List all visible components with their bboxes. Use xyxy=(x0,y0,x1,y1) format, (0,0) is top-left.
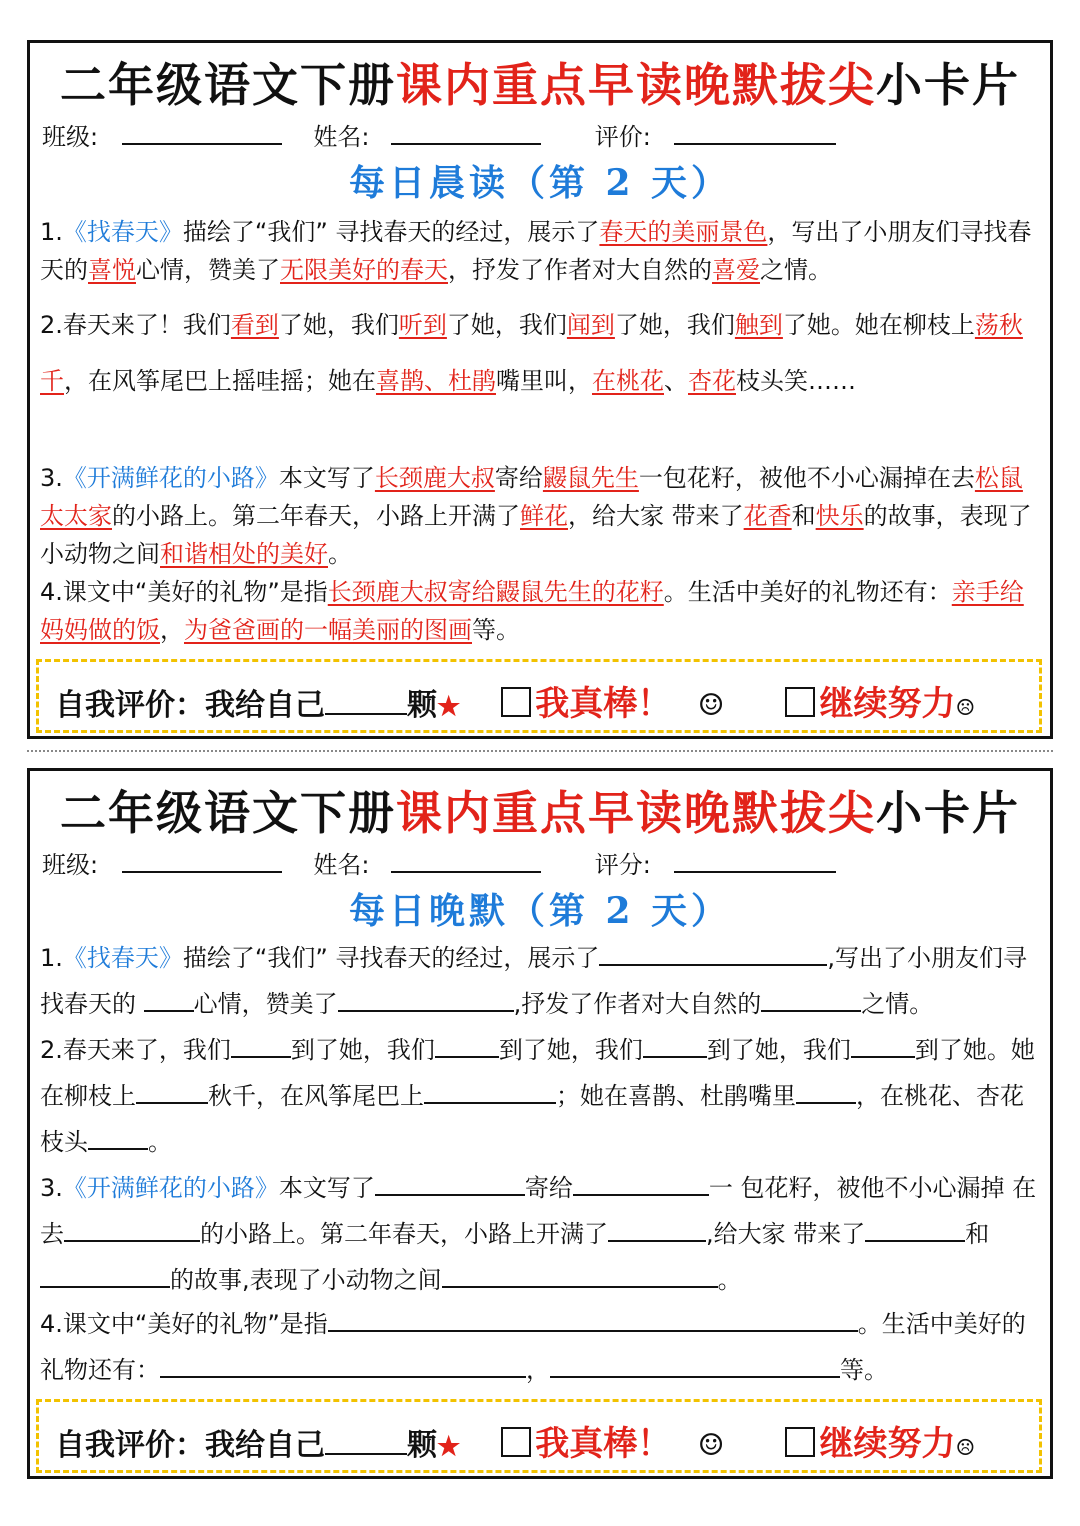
score-label: 评分: xyxy=(594,851,651,879)
evening-p1: 1.《找春天》描绘了“我们” 寻找春天的经过，展示了 ,写出了小朋友们寻找春天的 心情，赞美了 ,抒发了作者对大自然的 之情。 xyxy=(40,944,1028,1018)
fill-blank[interactable] xyxy=(136,1080,208,1104)
score-blank[interactable] xyxy=(674,849,836,873)
fill-blank[interactable] xyxy=(64,1218,200,1242)
smile-icon: ☺ xyxy=(697,1428,725,1463)
name-label: 姓名: xyxy=(313,123,370,151)
frown-icon: ☹ xyxy=(955,695,976,721)
fill-blank[interactable] xyxy=(599,942,827,966)
eval-blank[interactable] xyxy=(674,121,836,145)
morning-p2: 2.春天来了！我们看到了她，我们听到了她，我们闻到了她，我们触到了她。她在柳枝上荡秋千，在风筝尾巴上摇哇摇；她在喜鹊、杜鹃嘴里叫，在桃花、杏花枝头笑…… xyxy=(40,311,1023,395)
self-eval-box: 自我评价：我给自己 颗★ 我真棒！ ☺ 继续努力☹ xyxy=(36,1399,1042,1473)
star-icon: ★ xyxy=(437,1432,461,1462)
info-row xyxy=(42,845,836,880)
book-title: 《开满鲜花的小路》 xyxy=(62,1174,279,1202)
evening-card xyxy=(27,768,1053,1479)
morning-card xyxy=(27,40,1053,739)
star-icon: ★ xyxy=(437,692,461,722)
fill-blank[interactable] xyxy=(338,988,514,1012)
class-label: 班级: xyxy=(42,851,99,879)
book-title: 《找春天》 xyxy=(62,944,183,972)
evening-p3: 3.《开满鲜花的小路》本文写了 寄给 一 包花籽，被他不小心漏掉 在去 的小路上。第二年春天，小路上开满了 ,给大家 带来了 和的故事,表现了小动物之间 。 xyxy=(40,1174,1037,1294)
card-title: 二年级语文下册课内重点早读晚默拔尖小卡片 xyxy=(60,58,1020,112)
fill-blank[interactable] xyxy=(851,1034,915,1058)
fill-blank[interactable] xyxy=(573,1172,709,1196)
evening-p4: 4.课文中“美好的礼物”是指 。生活中美好的礼物还有： ， 等。 xyxy=(40,1310,1026,1384)
fill-blank[interactable] xyxy=(442,1264,718,1288)
star-count-blank[interactable] xyxy=(325,691,407,715)
fill-blank[interactable] xyxy=(643,1034,707,1058)
fill-blank[interactable] xyxy=(328,1308,858,1332)
fill-blank[interactable] xyxy=(761,988,861,1012)
keep-trying-checkbox[interactable] xyxy=(785,1427,815,1457)
keep-trying-checkbox[interactable] xyxy=(785,687,815,717)
fill-blank[interactable] xyxy=(160,1354,526,1378)
info-row xyxy=(42,117,836,152)
fill-blank[interactable] xyxy=(608,1218,706,1242)
self-eval-box: 自我评价：我给自己 颗★ 我真棒！ ☺ 继续努力☹ xyxy=(36,659,1042,733)
class-blank[interactable] xyxy=(122,121,282,145)
fill-blank[interactable] xyxy=(435,1034,499,1058)
card-title: 二年级语文下册课内重点早读晚默拔尖小卡片 xyxy=(60,786,1020,840)
name-label: 姓名: xyxy=(313,851,370,879)
morning-p1: 1.《找春天》描绘了“我们” 寻找春天的经过，展示了春天的美丽景色，写出了小朋友们寻找春天的喜悦心情，赞美了无限美好的春天，抒发了作者对大自然的喜爱之情。 xyxy=(40,218,1032,284)
morning-subtitle: 每日晨读（第 2 天） xyxy=(348,162,732,204)
fill-blank[interactable] xyxy=(375,1172,525,1196)
name-blank[interactable] xyxy=(391,121,541,145)
morning-p3: 3.《开满鲜花的小路》本文写了长颈鹿大叔寄给鼹鼠先生一包花籽，被他不小心漏掉在去松鼠太太家的小路上。第二年春天，小路上开满了鲜花，给大家 带来了花香和快乐的故事，表现了小动物之间和谐相处的美好。 xyxy=(40,464,1032,568)
morning-p4: 4.课文中“美好的礼物”是指长颈鹿大叔寄给鼹鼠先生的花籽。生活中美好的礼物还有：亲手给妈妈做的饭，为爸爸画的一幅美丽的图画等。 xyxy=(40,578,1024,644)
fill-blank[interactable] xyxy=(88,1126,148,1150)
name-blank[interactable] xyxy=(391,849,541,873)
class-label: 班级: xyxy=(42,123,99,151)
fill-blank[interactable] xyxy=(424,1080,556,1104)
frown-icon: ☹ xyxy=(955,1435,976,1461)
evening-subtitle: 每日晚默（第 2 天） xyxy=(348,890,732,932)
evening-p2: 2.春天来了，我们 到了她，我们 到了她，我们 到了她，我们 到了她。她在柳枝上 秋千，在风筝尾巴上 ；她在喜鹊、杜鹃嘴里 ，在桃花、杏花枝头 。 xyxy=(40,1036,1035,1156)
great-checkbox[interactable] xyxy=(501,687,531,717)
eval-label: 评价: xyxy=(594,123,651,151)
separator xyxy=(27,750,1053,752)
star-count-blank[interactable] xyxy=(325,1431,407,1455)
fill-blank[interactable] xyxy=(40,1264,170,1288)
fill-blank[interactable] xyxy=(550,1354,840,1378)
fill-blank[interactable] xyxy=(231,1034,291,1058)
great-checkbox[interactable] xyxy=(501,1427,531,1457)
fill-blank[interactable] xyxy=(144,988,194,1012)
fill-blank[interactable] xyxy=(796,1080,856,1104)
fill-blank[interactable] xyxy=(865,1218,965,1242)
class-blank[interactable] xyxy=(122,849,282,873)
book-title: 《开满鲜花的小路》 xyxy=(62,464,279,492)
smile-icon: ☺ xyxy=(697,688,725,723)
book-title: 《找春天》 xyxy=(62,218,183,246)
